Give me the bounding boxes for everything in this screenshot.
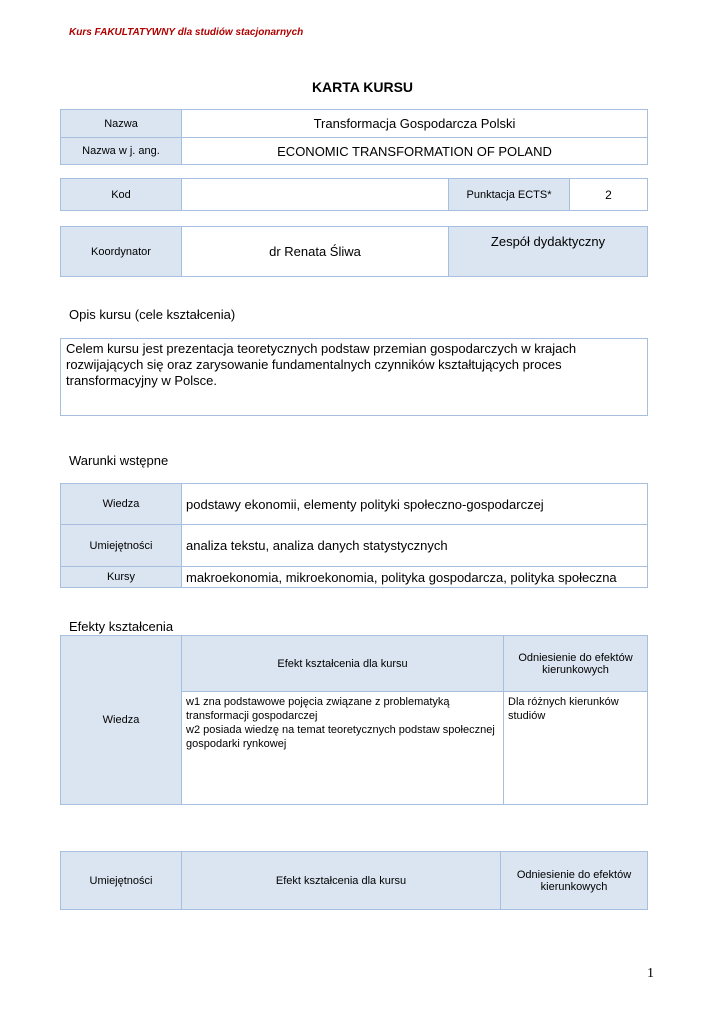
name-label: Nazwa <box>61 110 182 138</box>
ects-value: 2 <box>570 179 648 211</box>
code-table <box>60 178 648 211</box>
knowledge-label: Wiedza <box>61 636 182 805</box>
coordinator-label: Koordynator <box>61 227 182 277</box>
effect-column-header: Efekt kształcenia dla kursu <box>182 852 501 910</box>
code-value <box>182 179 449 211</box>
coordinator-table <box>60 226 648 277</box>
skills-outcomes-table <box>60 851 648 910</box>
prereq-value: analiza tekstu, analiza danych statystycznych <box>182 525 648 567</box>
prereq-value: makroekonomia, mikroekonomia, polityka gospodarcza, polityka społeczna <box>182 567 648 588</box>
prereq-value: podstawy ekonomii, elementy polityki społeczno-gospodarczej <box>182 484 648 525</box>
prereq-label: Umiejętności <box>61 525 182 567</box>
prerequisites-table <box>60 483 648 588</box>
header-note: Kurs FAKULTATYWNY dla studiów stacjonarnych <box>69 27 304 38</box>
description-box: Celem kursu jest prezentacja teoretycznych podstaw przemian gospodarczych w krajach rozwijających się oraz zarysowanie fundamentalnych czynników kształtujących proces transformacyjny w Polsce. <box>60 338 648 416</box>
effect-column-header: Efekt kształcenia dla kursu <box>182 636 504 692</box>
effect-w2: w2 posiada wiedzę na temat teoretycznych podstaw społecznej gospodarki rynkowej <box>186 724 495 750</box>
code-label: Kod <box>61 179 182 211</box>
coordinator-value: dr Renata Śliwa <box>182 227 449 277</box>
page-number: 1 <box>647 966 654 981</box>
page-title: KARTA KURSU <box>311 79 414 95</box>
outcomes-heading: Efekty kształcenia <box>69 619 174 634</box>
course-name-table <box>60 109 648 165</box>
knowledge-effects-cell <box>182 692 504 805</box>
reference-column-header: Odniesienie do efektów kierunkowych <box>501 852 648 910</box>
name-value: Transformacja Gospodarcza Polski <box>182 110 648 138</box>
reference-column-header: Odniesienie do efektów kierunkowych <box>504 636 648 692</box>
effect-w1: w1 zna podstawowe pojęcia związane z problematyką transformacji gospodarczej <box>186 696 450 722</box>
prereq-label: Kursy <box>61 567 182 588</box>
skills-label: Umiejętności <box>61 852 182 910</box>
name-en-label: Nazwa w j. ang. <box>61 138 182 165</box>
knowledge-reference-cell: Dla różnych kierunków studiów <box>504 692 648 805</box>
knowledge-outcomes-table <box>60 635 648 805</box>
prerequisites-heading: Warunki wstępne <box>69 453 169 468</box>
description-heading: Opis kursu (cele kształcenia) <box>69 307 236 322</box>
ects-label: Punktacja ECTS* <box>449 179 570 211</box>
name-en-value: ECONOMIC TRANSFORMATION OF POLAND <box>182 138 648 165</box>
prereq-label: Wiedza <box>61 484 182 525</box>
team-label: Zespół dydaktyczny <box>449 227 648 277</box>
